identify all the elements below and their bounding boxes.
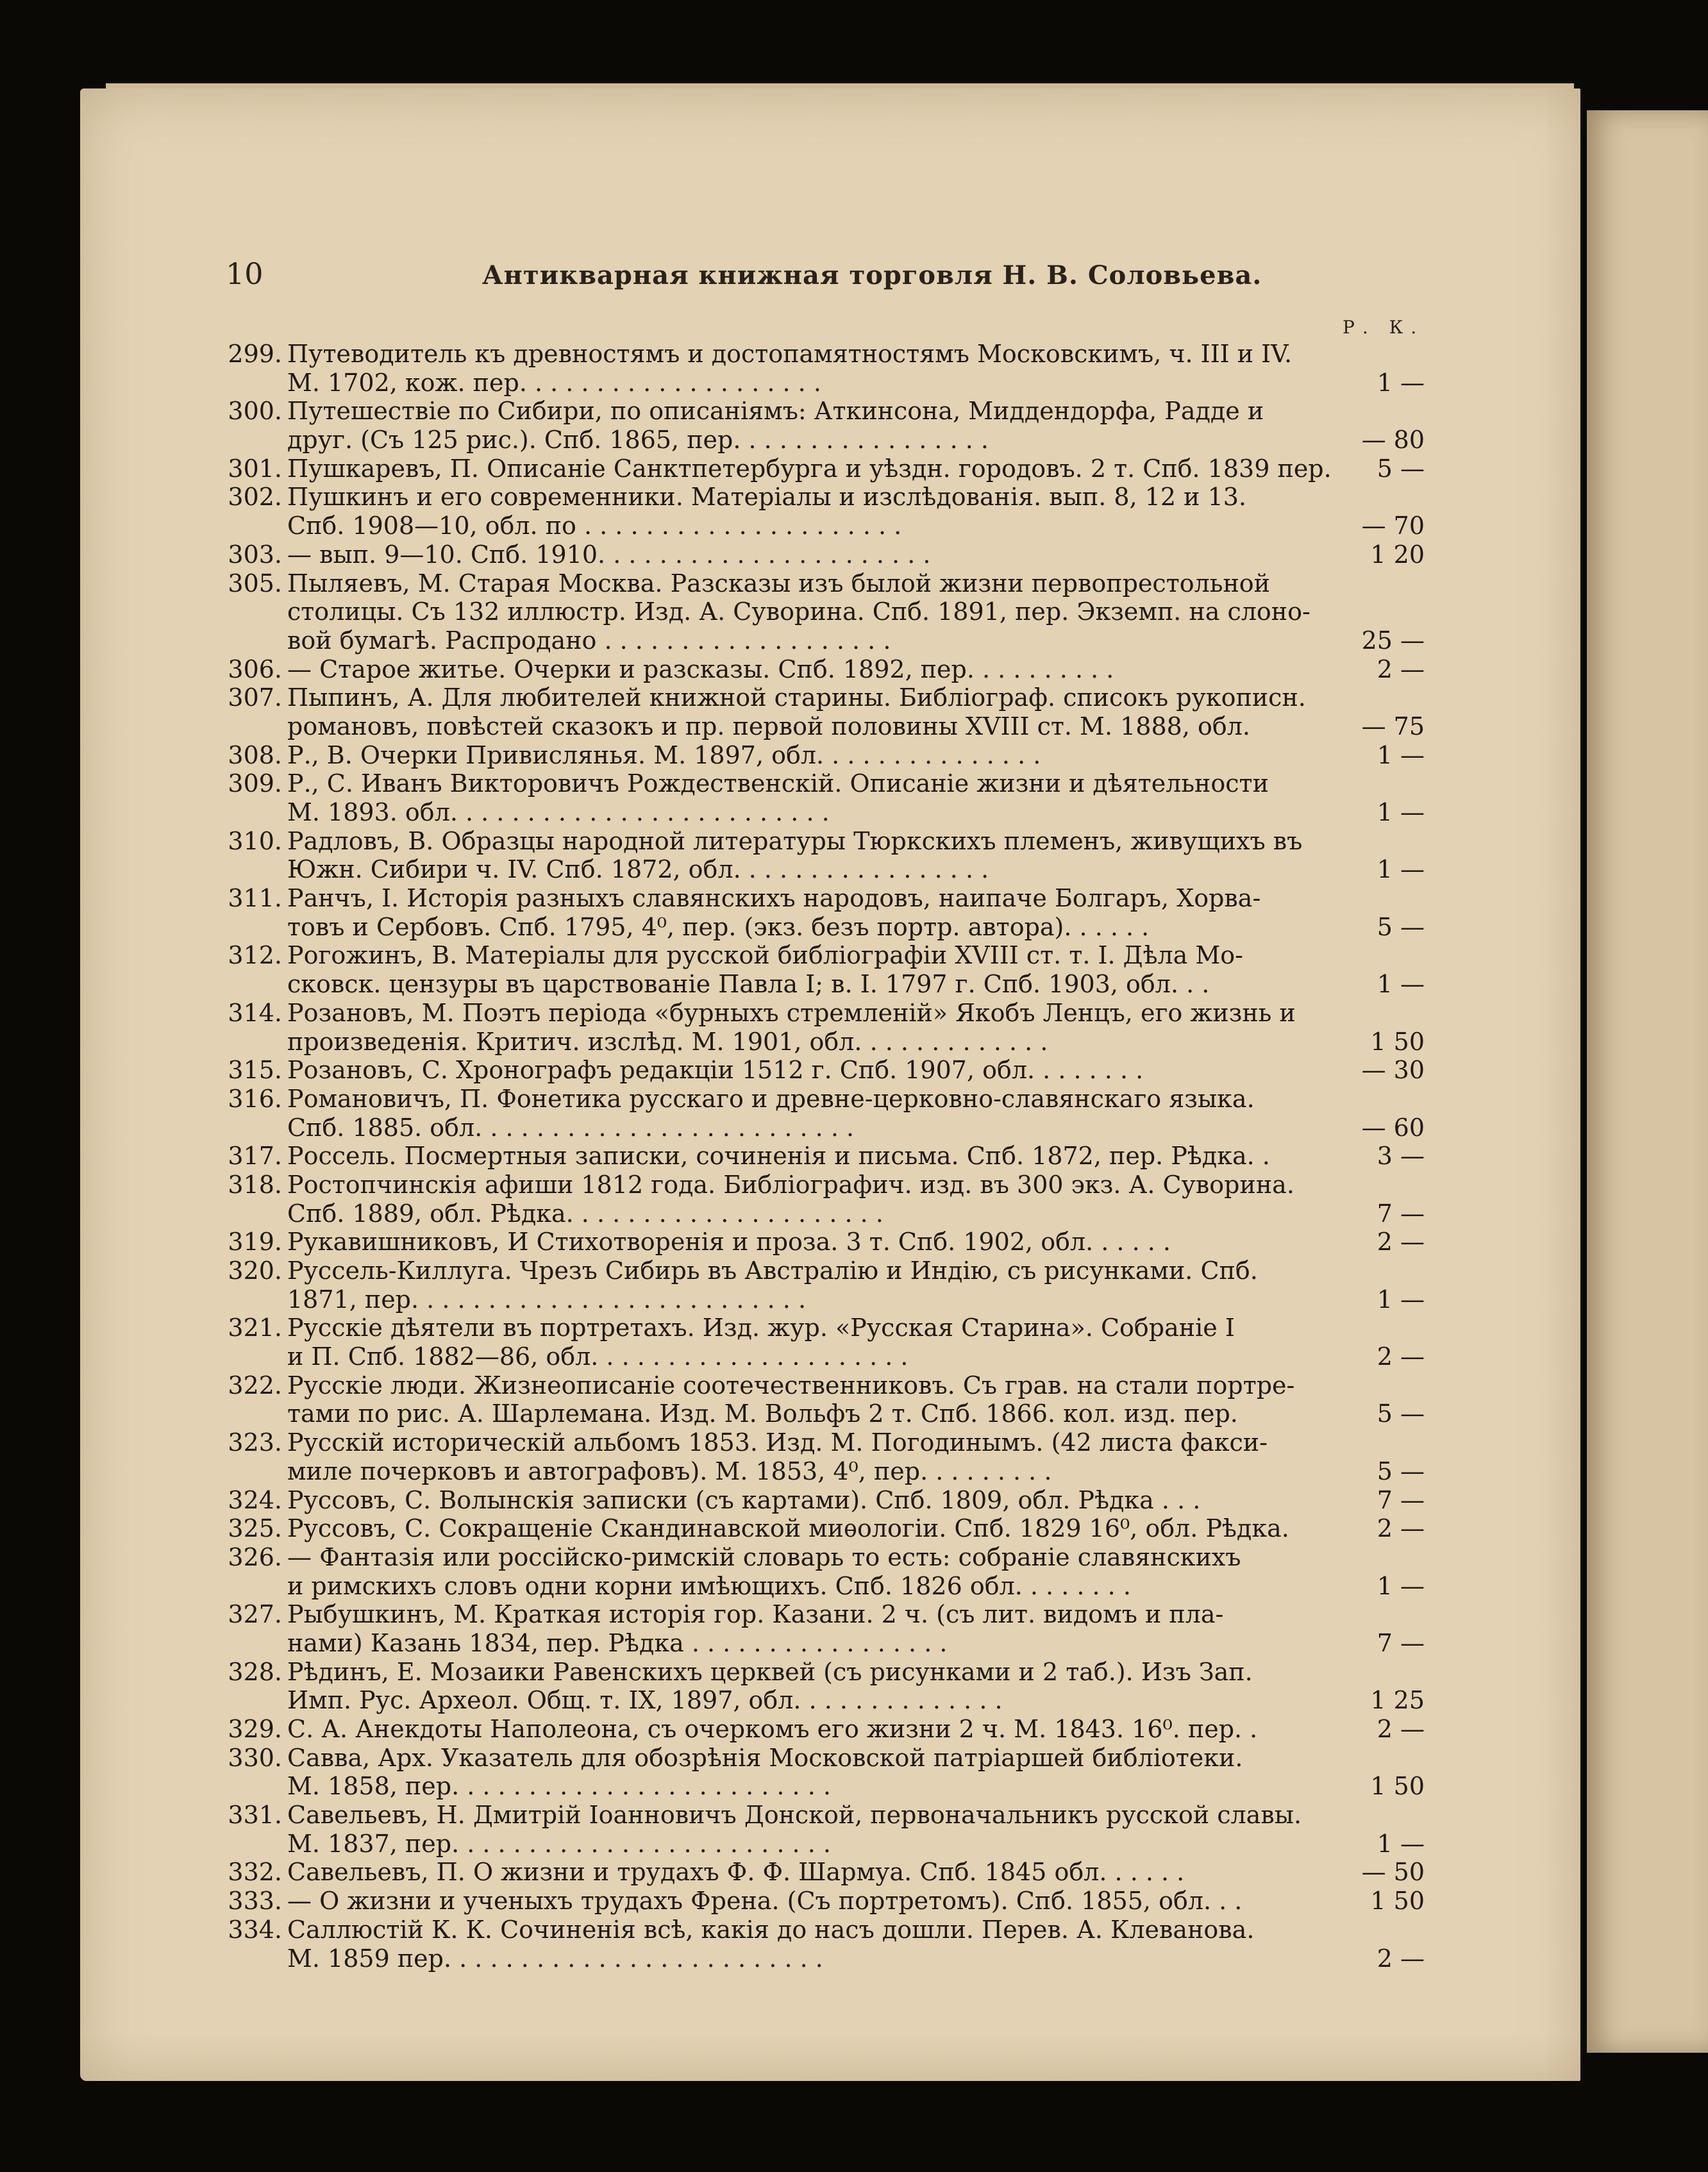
right-page-edge [1587,110,1708,2053]
entry-number: 299. [228,340,282,368]
entry-price: 5 — [1377,1399,1425,1428]
entry-line [218,1314,1411,1342]
entry-line [218,626,1425,655]
entry-text: Южн. Сибири ч. IV. Спб. 1872, обл. . . . . . . . . . . . . . . . . [287,855,989,884]
catalog-entry [218,1485,1425,1515]
entry-price: 3 — [1377,1142,1425,1171]
catalog-entry [218,569,1425,655]
entry-number: 301. [228,454,282,483]
entry-text: Р., С. Иванъ Викторовичъ Рождественскій. Описаніе жизни и дѣятельности [287,769,1269,798]
entry-number: 330. [228,1743,282,1772]
entry-price: 1 50 [1370,1027,1425,1056]
entry-price: 25 — [1361,626,1425,655]
entry-number: 308. [228,740,282,769]
entry-number: 311. [228,884,282,913]
entry-number: 332. [228,1858,282,1887]
catalog-entry [218,1142,1425,1171]
entry-number: 309. [228,769,282,798]
entry-price: — 70 [1361,512,1425,540]
entry-line [218,1371,1411,1400]
entry-price: 1 — [1377,798,1425,826]
entry-line [218,1142,1425,1171]
entry-line [218,1342,1425,1371]
entry-number: 305. [228,569,282,597]
entry-text: нами) Казань 1834, пер. Рѣдка . . . . . . . . . . . . . . . . . [287,1628,948,1657]
entry-text: друг. (Съ 125 рис.). Спб. 1865, пер. . . . . . . . . . . . . . . . . [287,426,989,455]
entry-line [218,1514,1425,1543]
entry-text: тами по рис. А. Шарлемана. Изд. М. Вольфъ 2 т. Спб. 1866. кол. изд. пер. [287,1399,1238,1428]
catalog-entry [218,1915,1425,1973]
entry-line [218,1600,1411,1629]
entry-line [218,1715,1425,1744]
entry-line [218,1944,1425,1973]
entry-price: 7 — [1377,1485,1425,1514]
entry-line [218,1571,1425,1601]
entry-text: Пыляевъ, М. Старая Москва. Разсказы изъ былой жизни первопрестольной [287,569,1270,597]
catalog-entry [218,1428,1425,1485]
entry-number: 317. [228,1142,282,1171]
entry-text: Путешествіе по Сибири, по описаніямъ: Аткинсона, Миддендорфа, Радде и [287,397,1264,426]
entry-text: Рыбушкинъ, М. Краткая исторія гор. Казани. 2 ч. (съ лит. видомъ и пла- [287,1600,1224,1629]
entry-line [218,1887,1425,1916]
entry-text: — Старое житье. Очерки и разсказы. Спб. 1892, пер. . . . . . . . . . [287,655,1114,683]
entry-price: — 80 [1361,426,1425,455]
entry-text: М. 1858, пер. . . . . . . . . . . . . . . . . . . . . . . . . [287,1772,831,1801]
entry-text: — вып. 9—10. Спб. 1910. . . . . . . . . . . . . . . . . . . . . . [287,540,931,569]
catalog-entry [218,884,1425,941]
entry-line [218,1257,1411,1285]
entry-price: 1 25 [1370,1686,1425,1715]
catalog-entry [218,1514,1425,1543]
entry-price: 2 — [1377,1514,1425,1543]
entry-text: М. 1893. обл. . . . . . . . . . . . . . . . . . . . . . . . . [287,798,830,826]
entry-line [218,1801,1411,1830]
entry-line [218,884,1411,913]
entry-text: романовъ, повѣстей сказокъ и пр. первой половины XVIII ст. М. 1888, обл. [287,712,1250,740]
catalog-entry [218,340,1425,397]
entry-line [218,1686,1425,1715]
entry-price: 5 — [1377,454,1425,483]
catalog-entry [218,454,1425,483]
entry-text: Русскіе люди. Жизнеописаніе соотечественниковъ. Съ грав. на стали портре- [287,1371,1295,1399]
entry-line [218,1485,1425,1515]
catalog-entry [218,826,1425,884]
entry-number: 303. [228,540,282,569]
entry-line [218,454,1425,483]
entry-line [218,1285,1425,1314]
entry-number: 334. [228,1915,282,1944]
entry-text: Розановъ, М. Поэтъ періода «бурныхъ стремленій» Якобъ Ленцъ, его жизнь и [287,998,1296,1027]
catalog-entry [218,1715,1425,1744]
entry-text: М. 1702, кож. пер. . . . . . . . . . . . . . . . . . . . [287,368,821,397]
catalog-entry [218,683,1425,740]
entry-line [218,483,1411,512]
catalog-entry [218,1170,1425,1228]
catalog-entry [218,1657,1425,1715]
entry-line [218,827,1411,856]
entry-number: 312. [228,941,282,970]
entry-text: Савва, Арх. Указатель для обозрѣнія Московской патріаршей библіотеки. [287,1743,1243,1772]
entry-text: произведенія. Критич. изслѣд. М. 1901, обл. . . . . . . . . . . . . [287,1027,1048,1056]
entry-text: М. 1859 пер. . . . . . . . . . . . . . . . . . . . . . . . . [287,1944,823,1973]
catalog-entry [218,1858,1425,1887]
entry-text: сковск. цензуры въ царствованіе Павла І; в. І. 1797 г. Спб. 1903, обл. . . [287,970,1210,999]
entry-number: 318. [228,1170,282,1199]
entry-text: Имп. Рус. Археол. Общ. т. IX, 1897, обл. . . . . . . . . . . . . . [287,1686,1003,1715]
entry-text: Рогожинъ, В. Матеріалы для русской библіографіи XVIII ст. т. І. Дѣла Мо- [287,941,1243,970]
entry-line [218,798,1425,827]
catalog-entry [218,1056,1425,1085]
catalog-entry [218,769,1425,826]
entry-text: — Фантазія или россійско-римскій словарь то есть: собраніе славянскихъ [287,1542,1241,1571]
entry-number: 329. [228,1715,282,1743]
entry-line [218,1744,1411,1773]
entry-number: 325. [228,1514,282,1543]
entry-price: 1 — [1377,1829,1425,1858]
entry-text: Ростопчинскія афиши 1812 года. Библіографич. изд. въ 300 экз. А. Суворина. [287,1170,1294,1199]
catalog-entry [218,1314,1425,1371]
entry-line [218,1056,1425,1085]
entry-price: 1 — [1377,855,1425,884]
entry-line [218,540,1425,569]
entry-text: и римскихъ словъ одни корни имѣющихъ. Спб. 1826 обл. . . . . . . . [287,1571,1131,1600]
entry-line [218,740,1425,770]
catalog-entry [218,1371,1425,1428]
entry-text: 1871, пер. . . . . . . . . . . . . . . . . . . . . . . . . . [287,1285,807,1314]
entry-line [218,1916,1411,1944]
entry-number: 324. [228,1485,282,1514]
entry-line [218,1085,1411,1114]
entry-number: 306. [228,655,282,683]
entry-line [218,426,1425,455]
entry-line [218,912,1425,942]
catalog-entry [218,1228,1425,1257]
entry-price: — 50 [1361,1858,1425,1887]
entry-number: 307. [228,683,282,712]
entry-line [218,1027,1425,1057]
entry-line [218,1199,1425,1228]
page-number: 10 [226,256,264,291]
entry-text: Руссовъ, С. Волынскія записки (съ картами). Спб. 1809, обл. Рѣдка . . . [287,1485,1201,1514]
entry-line [218,569,1411,598]
entry-text: Савельевъ, П. О жизни и трудахъ Ф. Ф. Шармуа. Спб. 1845 обл. . . . . . [287,1858,1185,1887]
entry-number: 321. [228,1314,282,1342]
entry-number: 302. [228,483,282,512]
entry-text: Саллюстій К. К. Сочиненія всѣ, какія до насъ дошли. Перев. А. Клеванова. [287,1915,1255,1944]
entry-price: 2 — [1377,1944,1425,1973]
entry-line [218,597,1411,626]
entry-text: и П. Спб. 1882—86, обл. . . . . . . . . . . . . . . . . . . . . [287,1342,908,1371]
catalog-entry [218,655,1425,684]
entry-text: Спб. 1889, обл. Рѣдка. . . . . . . . . . . . . . . . . . . . . [287,1199,883,1228]
catalog-entry [218,1801,1425,1858]
entry-line [218,1543,1411,1572]
catalog-entry [218,941,1425,999]
entry-text: — О жизни и ученыхъ трудахъ Френа. (Съ портретомъ). Спб. 1855, обл. . . [287,1887,1243,1916]
entry-text: Ранчъ, І. Исторія разныхъ славянскихъ народовъ, наипаче Болгаръ, Хорва- [287,884,1261,913]
entry-price: 2 — [1377,1228,1425,1257]
entry-line [218,397,1411,426]
entry-line [218,1428,1411,1457]
entry-text: Савельевъ, Н. Дмитрій Іоанновичъ Донской, первоначальникъ русской славы. [287,1801,1302,1830]
entry-text: столицы. Съ 132 иллюстр. Изд. А. Суворина. Спб. 1891, пер. Экземп. на слоно- [287,597,1310,626]
entry-number: 310. [228,826,282,855]
entry-text: Пыпинъ, А. Для любителей книжной старины. Библіограф. списокъ рукописн. [287,683,1306,712]
entry-line [218,655,1425,684]
entry-number: 323. [228,1428,282,1457]
entry-line [218,683,1411,712]
entry-line [218,1113,1425,1142]
entry-line [218,970,1425,999]
entry-line [218,1858,1425,1887]
entry-text: Пушкаревъ, П. Описаніе Санктпетербурга и уѣздн. городовъ. 2 т. Спб. 1839 пер. [287,454,1332,483]
entry-line [218,769,1411,798]
catalog-entry [218,483,1425,540]
entry-text: Радловъ, В. Образцы народной литературы Тюркскихъ племенъ, живущихъ въ [287,826,1303,855]
entry-price: 2 — [1377,1715,1425,1743]
entry-price: 5 — [1377,912,1425,941]
entry-text: Путеводитель къ древностямъ и достопамятностямъ Московскимъ, ч. III и IV. [287,340,1293,368]
entry-text: М. 1837, пер. . . . . . . . . . . . . . . . . . . . . . . . . [287,1829,831,1858]
entry-price: 1 — [1377,1571,1425,1600]
entry-number: 316. [228,1084,282,1113]
entry-text: Р., В. Очерки Привислянья. М. 1897, обл. . . . . . . . . . . . . . . [287,740,1041,769]
catalog-entry [218,1743,1425,1801]
entry-number: 300. [228,397,282,426]
entry-line [218,1171,1411,1199]
entry-line [218,1772,1425,1801]
catalog-entry [218,1257,1425,1314]
entry-price: 1 — [1377,368,1425,397]
page-header [226,256,1399,295]
entry-number: 320. [228,1257,282,1285]
catalog-entry [218,998,1425,1056]
entry-price: 1 — [1377,1285,1425,1314]
entry-text: Рѣдинъ, Е. Мозаики Равенскихъ церквей (съ рисунками и 2 таб.). Изъ Зап. [287,1657,1253,1686]
entry-number: 322. [228,1371,282,1399]
entry-number: 327. [228,1600,282,1629]
entry-price: 1 50 [1370,1887,1425,1916]
entry-line [218,941,1411,970]
catalog-entry [218,1542,1425,1600]
entry-price: 1 — [1377,740,1425,769]
entry-price: 5 — [1377,1457,1425,1485]
entry-text: вой бумагѣ. Распродано . . . . . . . . . . . . . . . . . . . [287,626,891,655]
entry-text: С. А. Анекдоты Наполеона, съ очеркомъ его жизни 2 ч. М. 1843. 16⁰. пер. . [287,1715,1258,1743]
entry-price: 2 — [1377,1342,1425,1371]
catalog-entry [218,740,1425,770]
entry-number: 328. [228,1657,282,1686]
catalog-entry [218,1084,1425,1142]
entry-price: — 30 [1361,1056,1425,1085]
entry-line [218,1457,1425,1486]
entry-text: Русскіе дѣятели въ портретахъ. Изд. жур. «Русская Старина». Собраніе І [287,1314,1235,1342]
entry-line [218,855,1425,884]
catalog-entry [218,1887,1425,1916]
catalog-entry [218,1600,1425,1657]
entry-price: 1 — [1377,970,1425,999]
entry-number: 315. [228,1056,282,1085]
entry-line [218,999,1411,1028]
entry-price: 1 50 [1370,1772,1425,1801]
entry-number: 314. [228,998,282,1027]
entry-line [218,1658,1411,1687]
entry-price: — 75 [1361,712,1425,740]
entry-number: 319. [228,1228,282,1257]
entry-text: Рукавишниковъ, И Стихотворенія и проза. 3 т. Спб. 1902, обл. . . . . . [287,1228,1171,1257]
entry-text: Руссовъ, С. Сокращеніе Скандинавской миѳологіи. Спб. 1829 16⁰, обл. Рѣдка. [287,1514,1289,1543]
entry-text: миле почерковъ и автографовъ). М. 1853, 4⁰, пер. . . . . . . . . [287,1457,1052,1485]
entry-price: 7 — [1377,1628,1425,1657]
catalog-entry [218,540,1425,569]
entry-text: Спб. 1885. обл. . . . . . . . . . . . . . . . . . . . . . . . . [287,1113,855,1142]
entry-line [218,1399,1425,1428]
entry-number: 331. [228,1801,282,1830]
entry-line [218,712,1425,741]
entry-line [218,1228,1425,1257]
entry-price: 2 — [1377,655,1425,683]
entry-text: Россель. Посмертныя записки, сочиненія и письма. Спб. 1872, пер. Рѣдка. . [287,1142,1270,1171]
catalog-entries [218,340,1425,1973]
running-title: Антикварная книжная торговля Н. В. Соловьева. [482,260,1262,290]
entry-line [218,512,1425,540]
entry-number: 333. [228,1887,282,1916]
entry-line [218,368,1425,397]
entry-text: товъ и Сербовъ. Спб. 1795, 4⁰, пер. (экз. безъ портр. автора). . . . . . [287,912,1150,941]
entry-text: Романовичъ, П. Фонетика русскаго и древне-церковно-славянскаго языка. [287,1084,1255,1113]
entry-text: Пушкинъ и его современники. Матеріалы и изслѣдованія. вып. 8, 12 и 13. [287,483,1247,512]
entry-price: — 60 [1361,1113,1425,1142]
entry-line [218,1829,1425,1859]
catalog-entry [218,397,1425,455]
entry-price: 1 20 [1370,540,1425,569]
entry-text: Русскій историческій альбомъ 1853. Изд. М. Погодинымъ. (42 листа факси- [287,1428,1268,1457]
entry-line [218,1628,1425,1658]
entry-text: Спб. 1908—10, обл. по . . . . . . . . . . . . . . . . . . . . . [287,512,902,540]
entry-price: 7 — [1377,1199,1425,1228]
entry-number: 326. [228,1542,282,1571]
currency-header: Р. К. [1343,317,1425,338]
entry-line [218,340,1411,369]
entry-text: Розановъ, С. Хронографъ редакціи 1512 г. Спб. 1907, обл. . . . . . . . [287,1056,1144,1085]
entry-text: Руссель-Киллуга. Чрезъ Сибирь въ Австралію и Индію, съ рисунками. Спб. [287,1257,1258,1285]
